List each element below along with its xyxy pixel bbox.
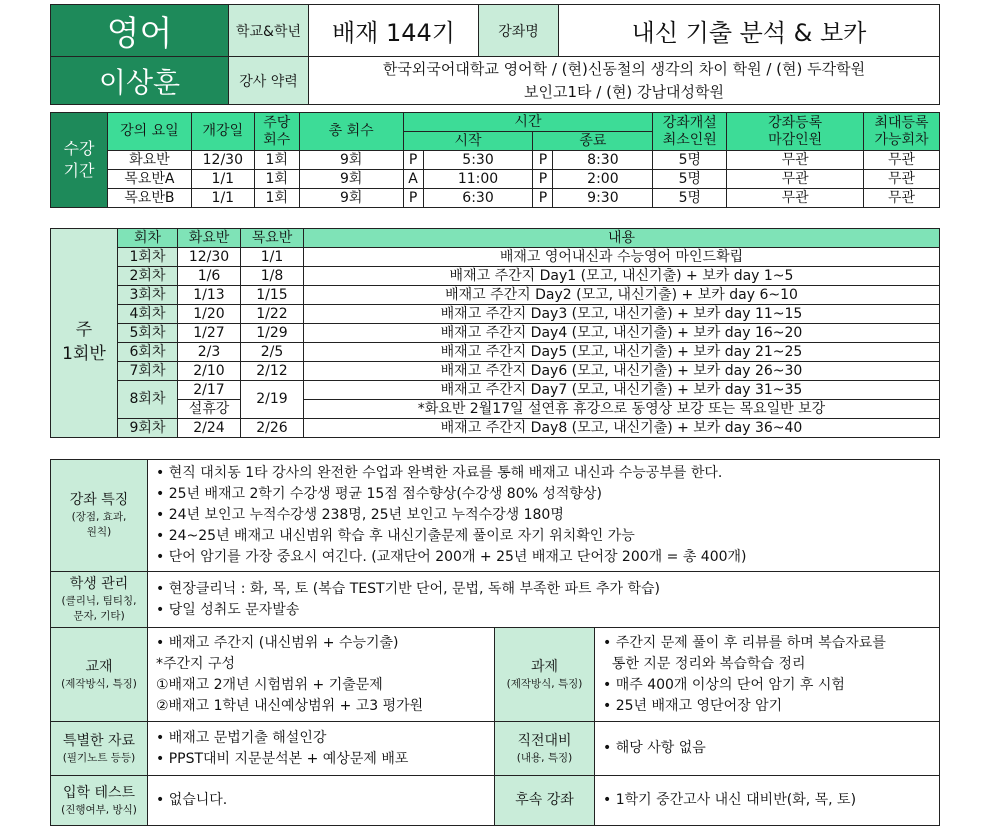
col-max: 최대등록 가능회차 <box>864 113 940 151</box>
col-min: 강좌개설 최소인원 <box>653 113 727 151</box>
course-label: 강좌명 <box>479 5 559 57</box>
col-thu: 목요반 <box>241 229 304 248</box>
table-row: 2회차 1/6 1/8 배재고 주간지 Day1 (모고, 내신기출) + 보카 day 1~5 <box>51 267 940 286</box>
management-content: • 현장클리닉 : 화, 목, 토 (복습 TEST기반 단어, 문법, 독해 부족한 파트 추가 학습) • 당일 성취도 문자발송 <box>148 572 940 628</box>
col-content: 내용 <box>304 229 940 248</box>
table-row: 6회차 2/3 2/5 배재고 주간지 Day5 (모고, 내신기출) + 보카 day 21~25 <box>51 343 940 362</box>
prep-label: 직전대비 (내용, 특징) <box>495 722 595 776</box>
teacher-profile <box>309 57 940 105</box>
management-label: 학생 관리 (클리닉, 팀티칭, 문자, 기타) <box>51 572 148 628</box>
col-time-start: 시작 <box>403 132 533 151</box>
weekly-side-top <box>51 229 118 248</box>
features-label: 강좌 특징 (장점, 효과, 원칙) <box>51 460 148 572</box>
table-row: 목요반B 1/1 1회 9회 P 6:30 P 9:30 5명 무관 무관 <box>51 189 940 208</box>
col-time-end: 종료 <box>533 132 653 151</box>
col-total: 총 회수 <box>299 113 403 151</box>
schedule-table <box>50 112 940 208</box>
col-session: 회차 <box>118 229 178 248</box>
table-row: 주 1회반 1회차 12/30 1/1 배재고 영어내신과 수능영어 마인드확립 <box>51 248 940 267</box>
school-value: 배재 144기 <box>309 5 479 57</box>
header-table <box>50 4 940 105</box>
col-time: 시간 <box>403 113 653 132</box>
teacher-name: 이상훈 <box>51 57 229 105</box>
profile-label: 강사 약력 <box>229 57 309 105</box>
prep-content: • 해당 사항 없음 <box>595 722 940 776</box>
weekly-plan-table <box>50 228 940 438</box>
col-deadline: 강좌등록 마감인원 <box>727 113 864 151</box>
table-row: 설휴강 *화요반 2월17일 설연휴 휴강으로 동영상 보강 또는 목요일반 보강 <box>51 400 940 419</box>
special-label: 특별한 자료 (필기노트 등등) <box>51 722 148 776</box>
textbook-content: • 배재고 주간지 (내신범위 + 수능기출) *주간지 구성 ①배재고 2개년 시험범위 + 기출문제 ②배재고 1학년 내신예상범위 + 고3 평가원 <box>148 628 495 722</box>
table-row: 7회차 2/10 2/12 배재고 주간지 Day6 (모고, 내신기출) + 보카 day 26~30 <box>51 362 940 381</box>
homework-label: 과제 (제작방식, 특징) <box>495 628 595 722</box>
col-weekly: 주당 회수 <box>254 113 299 151</box>
subject-cell: 영어 <box>51 5 229 57</box>
table-row: 화요반 12/30 1회 9회 P 5:30 P 8:30 5명 무관 무관 <box>51 151 940 170</box>
homework-content: • 주간지 문제 풀이 후 리뷰를 하며 복습자료를 통한 지문 정리와 복습학습 정리 • 매주 400개 이상의 단어 암기 후 시험 • 25년 배재고 영단어장 암기 <box>595 628 940 722</box>
table-row: 9회차 2/24 2/26 배재고 주간지 Day8 (모고, 내신기출) + 보카 day 36~40 <box>51 419 940 438</box>
course-title: 내신 기출 분석 & 보카 <box>559 5 940 57</box>
features-content: • 현직 대치동 1타 강사의 완전한 수업과 완벽한 자료를 통해 배재고 내신과 수능공부를 한다. • 25년 배재고 2학기 수강생 평균 15점 점수향상(수강생 80% 성적향상) • 24년 보인고 누적수강생 238명, 25년 보인고 누적수강생 180명 • 24~25년 배재고 내신범위 학습 후 내신기출문제 풀이로 자기 위치확인 가능 • 단어 암기를 가장 중요시 여긴다. (교재단어 200개 + 25년 배재고 단어장 200개 = 총 400개) <box>148 460 940 572</box>
table-row: 8회차 2/17 2/19 배재고 주간지 Day7 (모고, 내신기출) + 보카 day 31~35 <box>51 381 940 400</box>
course-info-table <box>50 459 940 826</box>
profile-line: 한국외국어대학교 영어학 / (현)신동철의 생각의 차이 학원 / (현) 두각학원 <box>382 59 866 78</box>
col-day: 강의 요일 <box>107 113 191 151</box>
table-row: 4회차 1/20 1/22 배재고 주간지 Day3 (모고, 내신기출) + 보카 day 11~15 <box>51 305 940 324</box>
table-row: 목요반A 1/1 1회 9회 A 11:00 P 2:00 5명 무관 무관 <box>51 170 940 189</box>
weekly-side-label: 주 1회반 <box>51 248 118 438</box>
entry-content: • 없습니다. <box>148 776 495 826</box>
schedule-side-label: 수강 기간 <box>51 113 108 208</box>
col-start: 개강일 <box>191 113 254 151</box>
textbook-label: 교재 (제작방식, 특징) <box>51 628 148 722</box>
table-row: 5회차 1/27 1/29 배재고 주간지 Day4 (모고, 내신기출) + 보카 day 16~20 <box>51 324 940 343</box>
profile-line: 보인고1타 / (현) 강남대성학원 <box>524 82 724 101</box>
followup-label: 후속 강좌 <box>495 776 595 826</box>
followup-content: • 1학기 중간고사 내신 대비반(화, 목, 토) <box>595 776 940 826</box>
entry-label: 입학 테스트 (진행여부, 방식) <box>51 776 148 826</box>
col-tue: 화요반 <box>178 229 241 248</box>
special-content: • 배재고 문법기출 해설인강 • PPST대비 지문분석본 + 예상문제 배포 <box>148 722 495 776</box>
school-label: 학교&학년 <box>229 5 309 57</box>
table-row: 3회차 1/13 1/15 배재고 주간지 Day2 (모고, 내신기출) + 보카 day 6~10 <box>51 286 940 305</box>
